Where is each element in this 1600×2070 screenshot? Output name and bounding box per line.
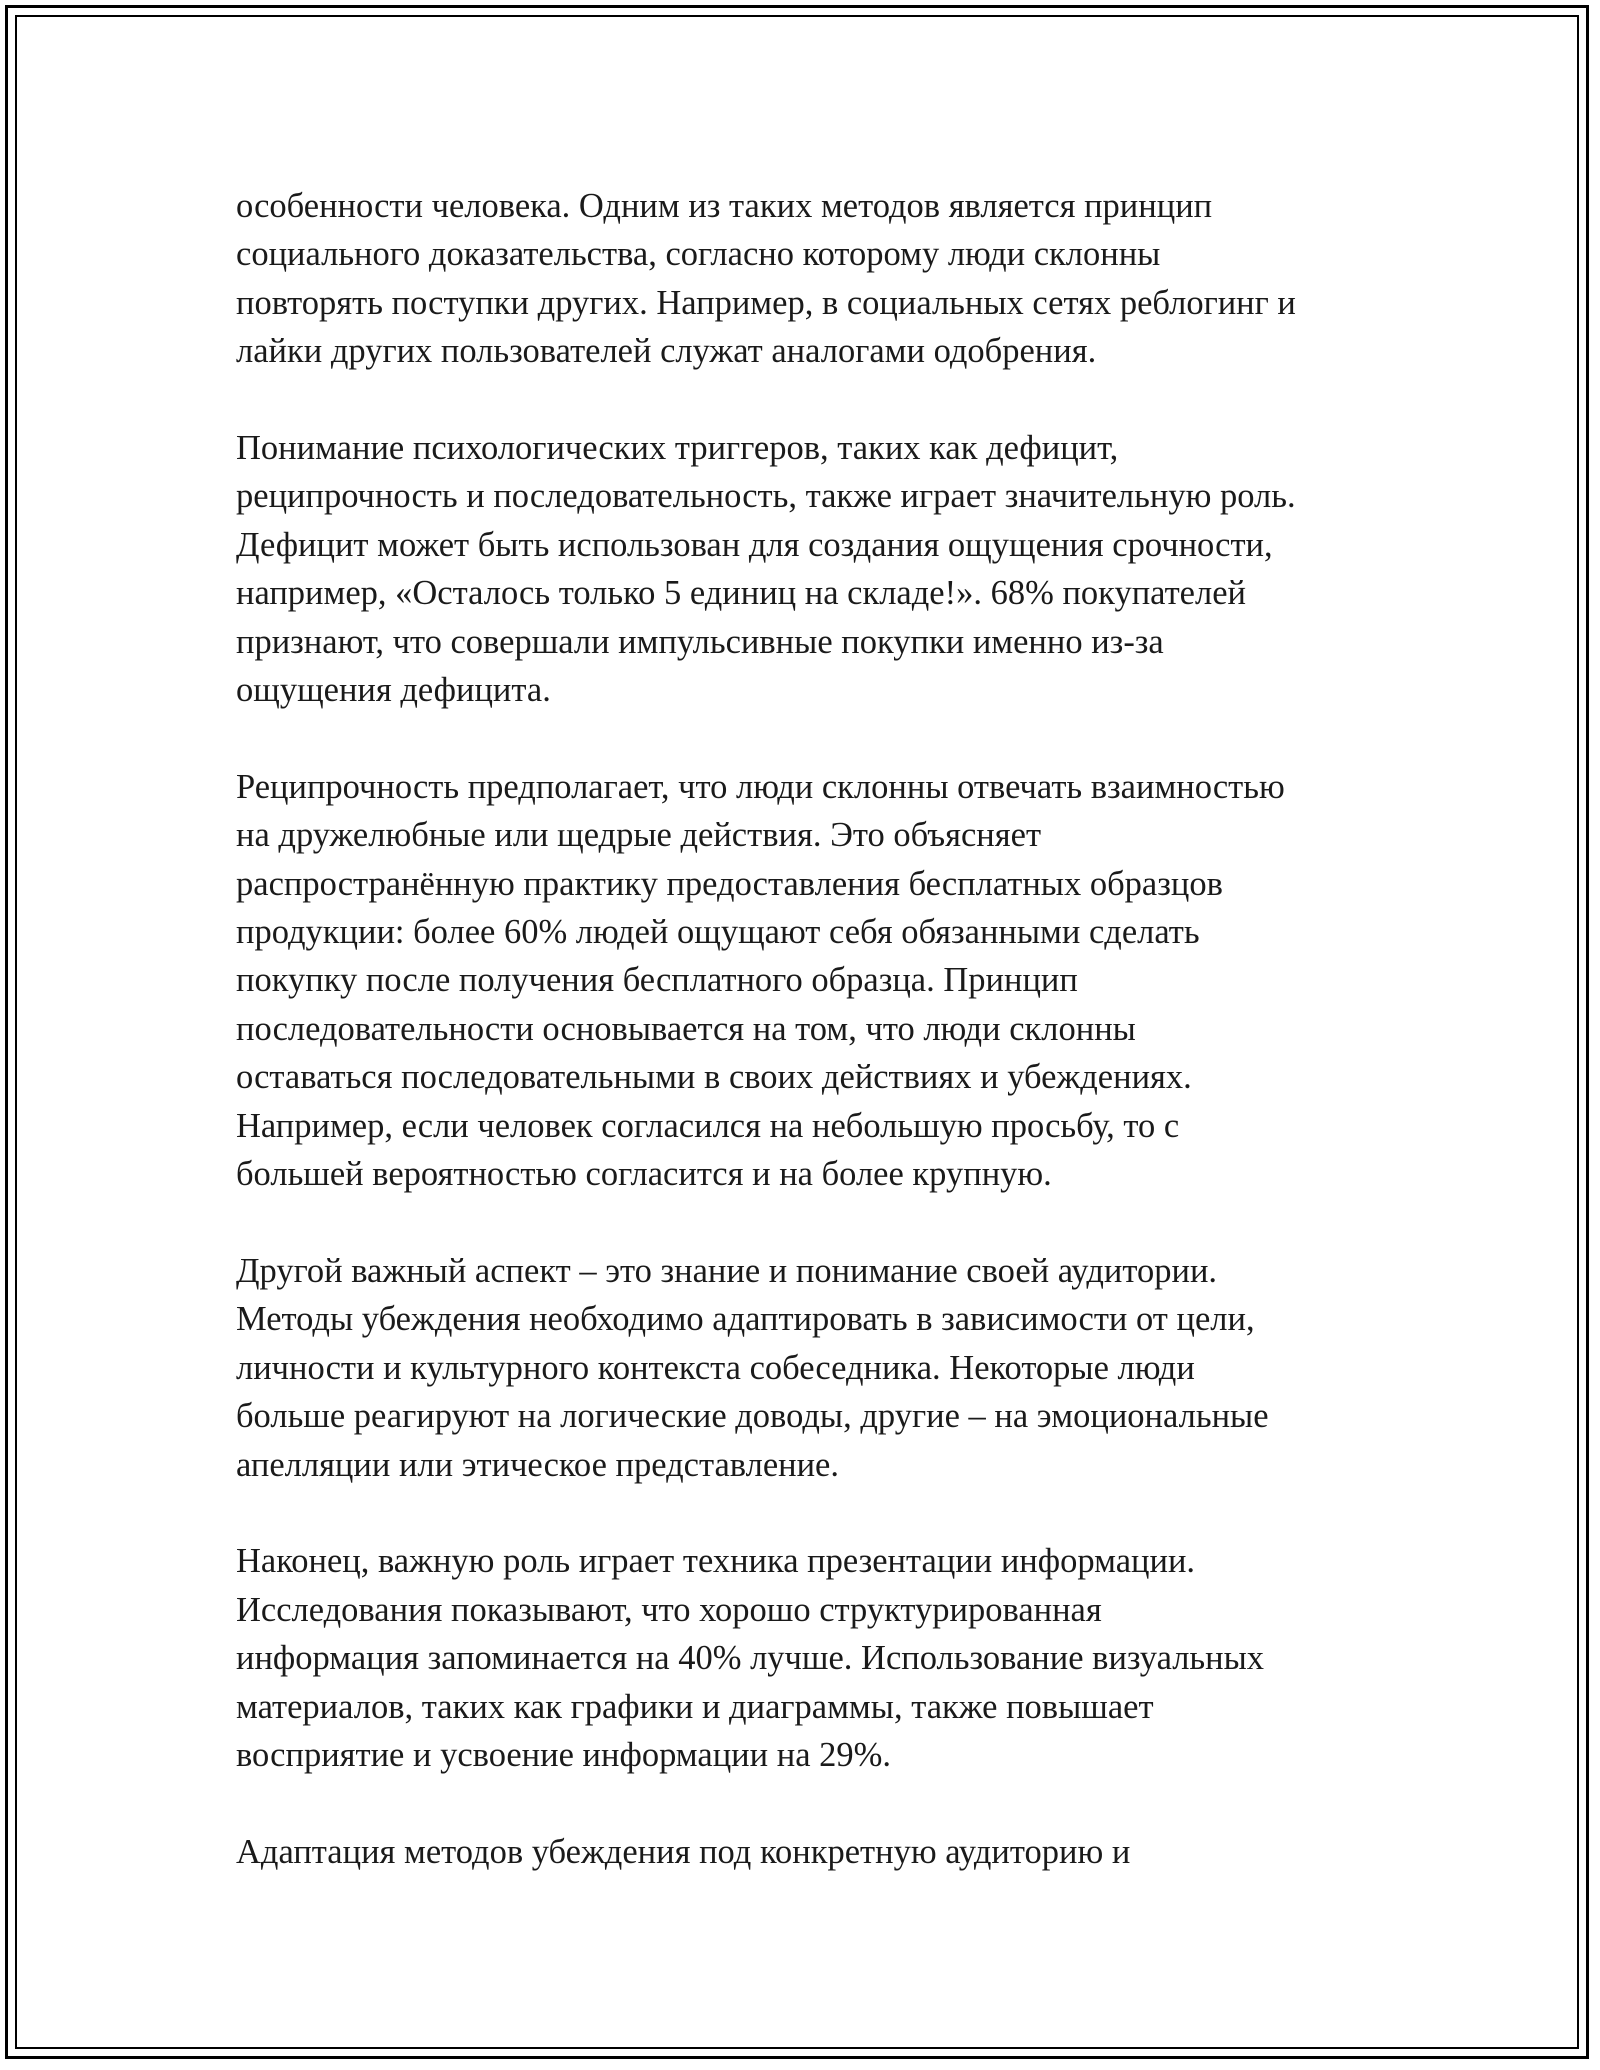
paragraph-presentation [236,1537,1436,1779]
text-line: материалов, таких как графики и диаграммы, также повышает [236,1687,1154,1726]
document-body [236,182,1436,1925]
text-line: повторять поступки других. Например, в социальных сетях реблогинг и [236,283,1296,322]
text-line: распространённую практику предоставления бесплатных образцов [236,864,1223,903]
text-line: Например, если человек согласился на небольшую просьбу, то с [236,1106,1180,1145]
text-line: Исследования показывают, что хорошо структурированная [236,1590,1102,1629]
text-line: Дефицит может быть использован для создания ощущения срочности, [236,525,1273,564]
text-line: Наконец, важную роль играет техника презентации информации. [236,1542,1196,1581]
text-line: на дружелюбные или щедрые действия. Это объясняет [236,816,1042,855]
paragraph-audience [236,1247,1436,1489]
text-line: признают, что совершали импульсивные покупки именно из-за [236,622,1164,661]
text-line: например, «Осталось только 5 единиц на складе!». 68% покупателей [236,574,1246,613]
text-line: последовательности основывается на том, что люди склонны [236,1009,1136,1048]
text-line: особенности человека. Одним из таких методов является принцип [236,187,1213,225]
text-line: реципрочность и последовательность, также играет значительную роль. [236,477,1296,516]
text-line: личности и культурного контекста собеседника. Некоторые люди [236,1348,1195,1387]
text-line: Адаптация методов убеждения под конкретную аудиторию и [236,1832,1131,1871]
text-line: больше реагируют на логические доводы, другие – на эмоциональные [236,1397,1269,1436]
text-line: лайки других пользователей служат аналогами одобрения. [236,332,1097,371]
text-line: Методы убеждения необходимо адаптировать в зависимости от цели, [236,1300,1255,1339]
text-line: оставаться последовательными в своих действиях и убеждениях. [236,1058,1192,1097]
text-line: восприятие и усвоение информации на 29%. [236,1735,891,1774]
text-line: ощущения дефицита. [236,671,551,710]
text-line: апелляции или этическое представление. [236,1445,839,1484]
text-line: большей вероятностью согласится и на более крупную. [236,1155,1052,1194]
text-line: продукции: более 60% людей ощущают себя обязанными сделать [236,913,1200,952]
text-line: Другой важный аспект – это знание и понимание своей аудитории. [236,1251,1218,1290]
text-line: информация запоминается на 40% лучше. Использование визуальных [236,1639,1265,1678]
paragraph-triggers [236,424,1436,714]
text-line: покупку после получения бесплатного образца. Принцип [236,961,1078,1000]
paragraph-reciprocity [236,763,1436,1199]
text-line: Реципрочность предполагает, что люди склонны отвечать взаимностью [236,767,1285,806]
paragraph-adaptation [236,1828,1436,1876]
text-line: социального доказательства, согласно которому люди склонны [236,235,1161,274]
paragraph-social-proof [236,182,1436,376]
text-line: Понимание психологических триггеров, таких как дефицит, [236,429,1119,468]
